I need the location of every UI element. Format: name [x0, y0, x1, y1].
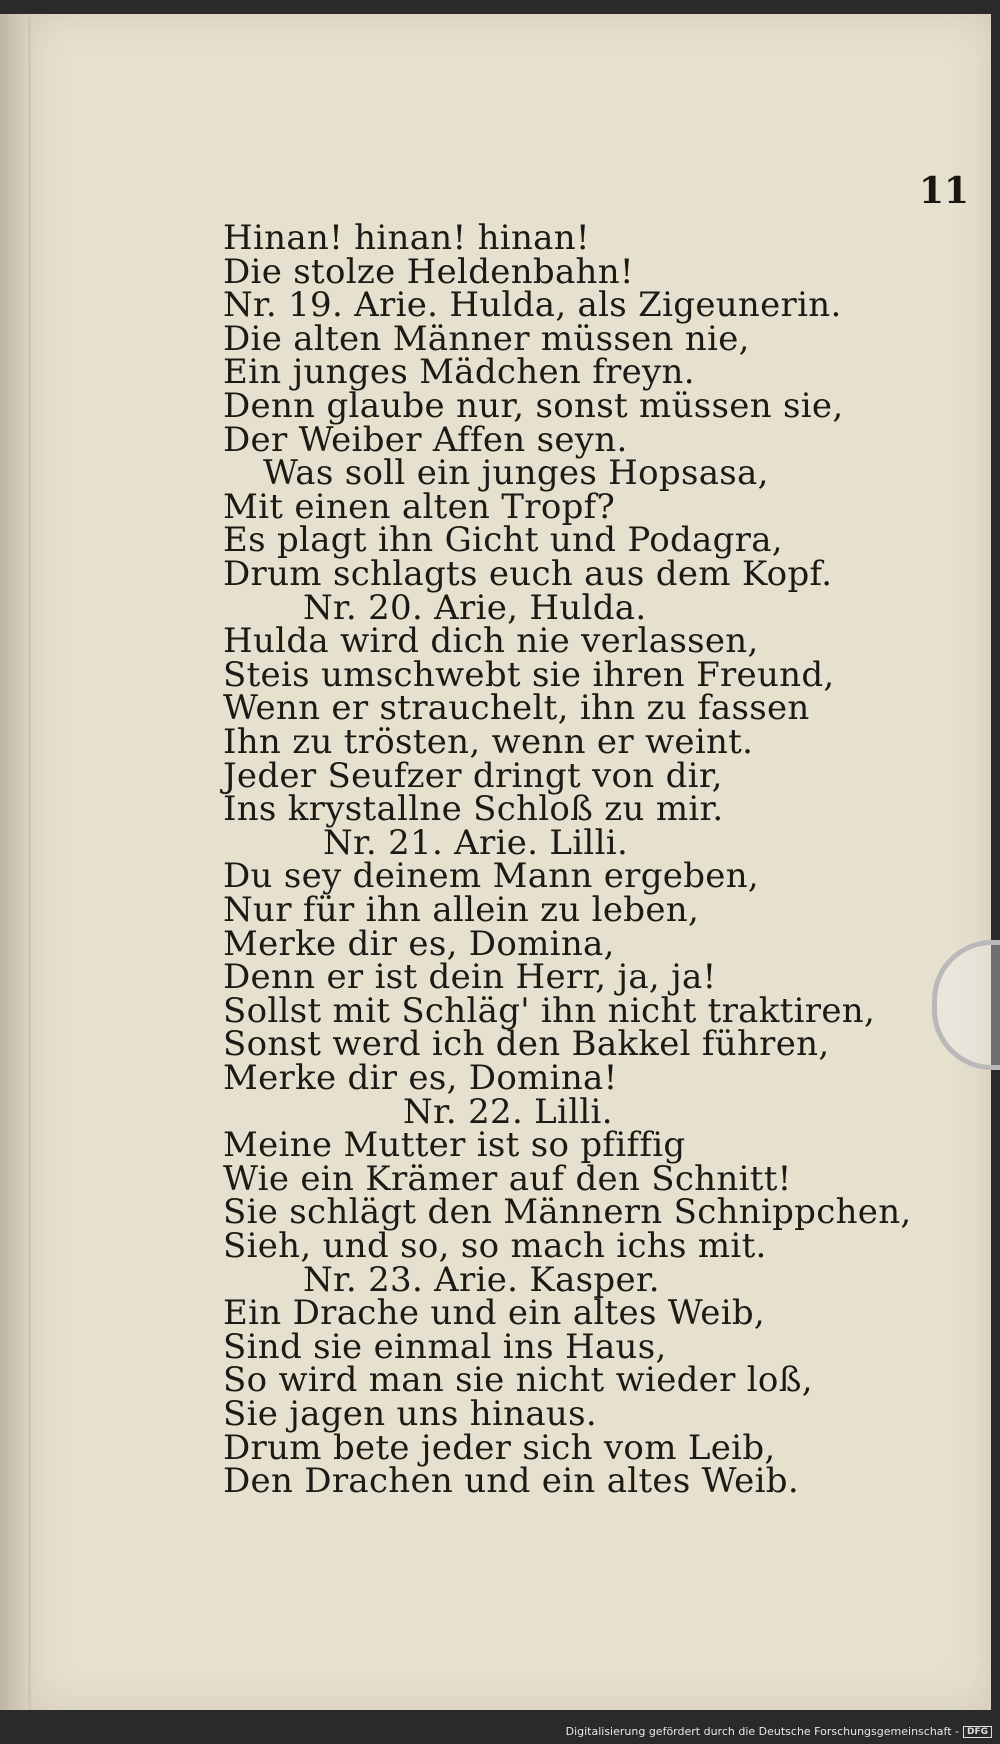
- footer-credit: Digitalisierung gefördert durch die Deutsche Forschungsgemeinschaft -: [565, 1725, 959, 1738]
- digitization-footer: [566, 1725, 992, 1738]
- text-line: Drum bete jeder sich vom Leib,: [223, 1427, 776, 1468]
- text-line: Nr. 21. Arie. Lilli.: [323, 822, 629, 863]
- text-line: Wenn er strauchelt, ihn zu fassen: [223, 688, 810, 729]
- text-line: Den Drachen und ein altes Weib.: [223, 1461, 799, 1502]
- page-number: 11: [919, 170, 970, 212]
- text-line: Sieh, und so, so mach ichs mit.: [223, 1226, 767, 1266]
- book-page: [28, 14, 991, 1710]
- text-line: Der Weiber Affen seyn.: [223, 419, 628, 460]
- text-line: Was soll ein junges Hopsasa,: [263, 453, 769, 494]
- text-line: Die alten Männer müssen nie,: [223, 318, 750, 359]
- text-line: Sie schlägt den Männern Schnippchen,: [223, 1192, 912, 1233]
- text-line: Sie jagen uns hinaus.: [223, 1394, 597, 1434]
- text-line: Meine Mutter ist so pfiffig: [223, 1125, 686, 1166]
- text-line: Merke dir es, Domina!: [223, 1058, 618, 1098]
- text-line: Sollst mit Schläg' ihn nicht traktiren,: [223, 990, 876, 1031]
- text-line: Merke dir es, Domina,: [223, 923, 615, 964]
- text-line: Nur für ihn allein zu leben,: [223, 890, 700, 930]
- text-line: Sonst werd ich den Bakkel führen,: [223, 1024, 830, 1065]
- text-line: So wird man sie nicht wieder loß,: [223, 1360, 813, 1401]
- text-line: Sind sie einmal ins Haus,: [223, 1326, 667, 1367]
- text-line: Ihn zu trösten, wenn er weint.: [223, 722, 754, 762]
- text-line: Mit einen alten Tropf?: [223, 486, 616, 527]
- text-line: Nr. 20. Arie, Hulda.: [303, 587, 647, 628]
- text-line: Die stolze Heldenbahn!: [223, 251, 634, 292]
- text-line: Es plagt ihn Gicht und Podagra,: [223, 520, 783, 561]
- text-line: Ein junges Mädchen freyn.: [223, 352, 695, 393]
- text-line: Ins krystallne Schloß zu mir.: [223, 789, 724, 830]
- text-line: Denn glaube nur, sonst müssen sie,: [223, 386, 844, 426]
- text-line: Wie ein Krämer auf den Schnitt!: [223, 1158, 792, 1199]
- text-line: Jeder Seufzer dringt von dir,: [223, 755, 723, 796]
- text-line: Hinan! hinan! hinan!: [223, 218, 590, 258]
- dfg-logo: DFG: [963, 1726, 992, 1738]
- text-line: Hulda wird dich nie verlassen,: [223, 621, 759, 662]
- text-line: Nr. 23. Arie. Kasper.: [303, 1259, 660, 1300]
- text-line: Drum schlagts euch aus dem Kopf.: [223, 554, 833, 594]
- text-line: Nr. 22. Lilli.: [403, 1091, 613, 1132]
- adjacent-page-edge: [0, 14, 28, 1710]
- text-line: Nr. 19. Arie. Hulda, als Zigeunerin.: [223, 285, 842, 326]
- text-line: Du sey deinem Mann ergeben,: [223, 856, 760, 897]
- text-line: Denn er ist dein Herr, ja, ja!: [223, 957, 717, 998]
- text-line: Ein Drache und ein altes Weib,: [223, 1293, 766, 1334]
- text-line: Steis umschwebt sie ihren Freund,: [223, 654, 835, 695]
